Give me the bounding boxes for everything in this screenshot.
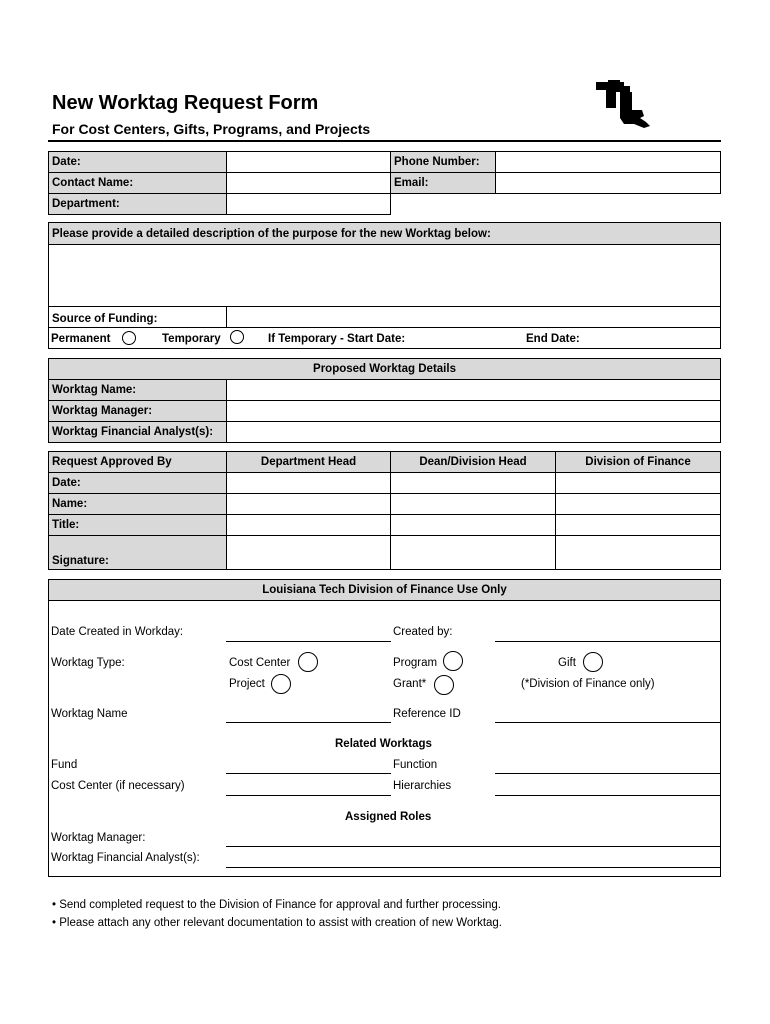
approval-title-finance[interactable] (555, 514, 721, 536)
worktag-analyst-field[interactable] (226, 421, 721, 443)
permanent-radio[interactable] (122, 331, 136, 345)
finance-only-note: (*Division of Finance only) (521, 678, 655, 690)
approval-date-department[interactable] (226, 472, 391, 494)
phone-field[interactable] (495, 151, 721, 173)
approval-date-dean[interactable] (390, 472, 556, 494)
approval-title-department[interactable] (226, 514, 391, 536)
louisiana-tech-logo-icon (594, 78, 654, 130)
type-project-label: Project (229, 678, 265, 690)
form-subtitle: For Cost Centers, Gifts, Programs, and Projects (52, 121, 371, 137)
source-funding-field[interactable] (226, 306, 721, 328)
form-title: New Worktag Request Form (52, 92, 319, 114)
fund-line[interactable] (226, 773, 391, 774)
end-date-label: End Date: (526, 333, 580, 345)
worktag-name-label: Worktag Name: (48, 379, 227, 401)
role-manager-label: Worktag Manager: (51, 832, 146, 844)
fund-label: Fund (51, 759, 78, 771)
assigned-roles-heading: Assigned Roles (345, 811, 432, 823)
cost-center-line[interactable] (226, 795, 391, 796)
approval-signature-finance[interactable] (555, 535, 721, 570)
reference-id-label: Reference ID (393, 708, 461, 720)
department-label: Department: (48, 193, 227, 215)
approval-title-label: Title: (48, 514, 227, 536)
proposed-heading: Proposed Worktag Details (48, 358, 721, 380)
created-by-line[interactable] (495, 641, 721, 642)
type-cost-center-label: Cost Center (229, 657, 291, 669)
worktag-manager-label: Worktag Manager: (48, 400, 227, 422)
type-cost-center-radio[interactable] (298, 652, 318, 672)
title-divider (48, 140, 721, 142)
approval-signature-department[interactable] (226, 535, 391, 570)
approval-name-dean[interactable] (390, 493, 556, 515)
date-label: Date: (48, 151, 227, 173)
worktag-manager-field[interactable] (226, 400, 721, 422)
approval-date-label: Date: (48, 472, 227, 494)
function-line[interactable] (495, 773, 721, 774)
approval-header-request: Request Approved By (48, 451, 227, 473)
approval-name-label: Name: (48, 493, 227, 515)
permanent-label: Permanent (51, 333, 111, 345)
type-program-radio[interactable] (443, 651, 463, 671)
finance-heading: Louisiana Tech Division of Finance Use Only (48, 579, 721, 601)
hierarchies-label: Hierarchies (393, 780, 452, 792)
email-label: Email: (390, 172, 496, 194)
footer-notes (52, 896, 502, 932)
source-funding-label: Source of Funding: (48, 306, 227, 328)
approval-signature-label: Signature: (48, 535, 227, 570)
approval-signature-dean[interactable] (390, 535, 556, 570)
temporary-radio[interactable] (230, 330, 244, 344)
date-field[interactable] (226, 151, 391, 173)
start-date-label: If Temporary - Start Date: (268, 333, 406, 345)
type-grant-label: Grant* (393, 678, 427, 690)
approval-name-finance[interactable] (555, 493, 721, 515)
role-analyst-line[interactable] (226, 867, 721, 868)
finance-section (48, 579, 721, 877)
note-attach-docs: • Please attach any other relevant documentation to assist with creation of new Worktag. (52, 917, 502, 929)
contact-name-field[interactable] (226, 172, 391, 194)
temporary-label: Temporary (162, 333, 221, 345)
approval-header-finance: Division of Finance (555, 451, 721, 473)
phone-label: Phone Number: (390, 151, 496, 173)
finance-worktag-name-line[interactable] (226, 722, 391, 723)
type-gift-radio[interactable] (583, 652, 603, 672)
department-field[interactable] (226, 193, 391, 215)
approval-date-finance[interactable] (555, 472, 721, 494)
type-project-radio[interactable] (271, 674, 291, 694)
approval-title-dean[interactable] (390, 514, 556, 536)
type-program-label: Program (393, 657, 438, 669)
worktag-name-field[interactable] (226, 379, 721, 401)
date-created-label: Date Created in Workday: (51, 626, 184, 638)
role-manager-line[interactable] (226, 846, 721, 847)
hierarchies-line[interactable] (495, 795, 721, 796)
worktag-analyst-label: Worktag Financial Analyst(s): (48, 421, 227, 443)
description-prompt: Please provide a detailed description of the purpose for the new Worktag below: (48, 222, 721, 245)
finance-worktag-name-label: Worktag Name (51, 708, 128, 720)
date-created-line[interactable] (226, 641, 391, 642)
type-gift-label: Gift (558, 657, 576, 669)
type-grant-radio[interactable] (434, 675, 454, 695)
worktag-type-label: Worktag Type: (51, 657, 125, 669)
description-textarea[interactable] (48, 244, 721, 307)
cost-center-label: Cost Center (if necessary) (51, 780, 185, 792)
note-send-request: • Send completed request to the Division of Finance for approval and further processing. (52, 899, 501, 911)
contact-name-label: Contact Name: (48, 172, 227, 194)
related-worktags-heading: Related Worktags (335, 738, 432, 750)
role-analyst-label: Worktag Financial Analyst(s): (51, 852, 200, 864)
approval-name-department[interactable] (226, 493, 391, 515)
function-label: Function (393, 759, 438, 771)
created-by-label: Created by: (393, 626, 453, 638)
approval-header-department: Department Head (226, 451, 391, 473)
approval-header-dean: Dean/Division Head (390, 451, 556, 473)
email-field[interactable] (495, 172, 721, 194)
reference-id-line[interactable] (495, 722, 721, 723)
